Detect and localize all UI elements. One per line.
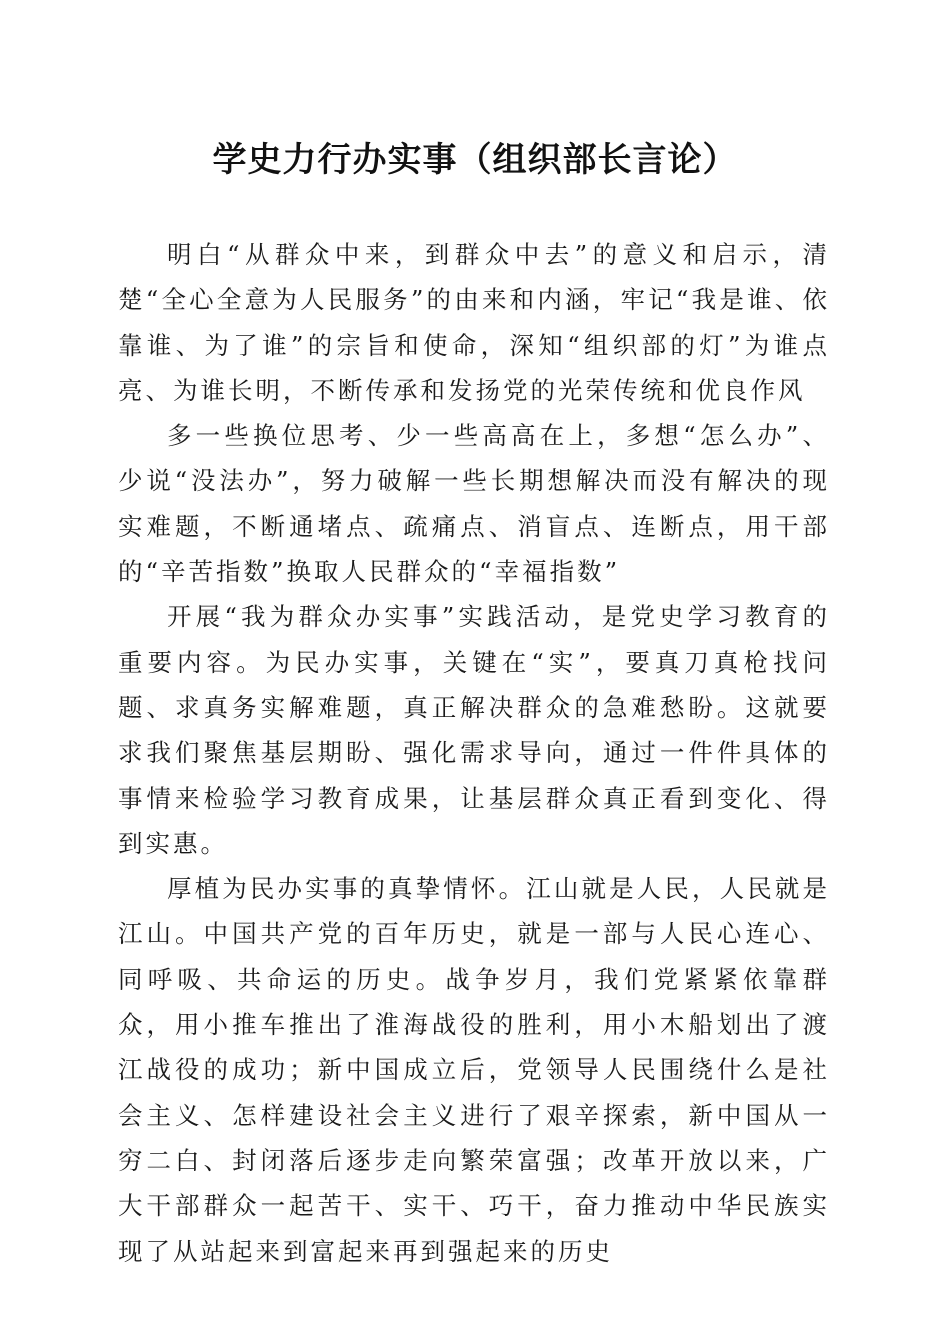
document-body: [118, 232, 830, 1274]
paragraph-2: 多一些换位思考、少一些高高在上，多想“怎么办”、少说“没法办”，努力破解一些长期想解决而没有解决的现实难题，不断通堵点、疏痛点、消盲点、连断点，用干部的“辛苦指数”换取人民群众的“幸福指数”: [118, 421, 830, 587]
document-title: 学史力行办实事（组织部长言论）: [212, 140, 738, 180]
paragraph-1: 明白“从群众中来，到群众中去”的意义和启示，清楚“全心全意为人民服务”的由来和内涵，牢记“我是谁、依靠谁、为了谁”的宗旨和使命，深知“组织部的灯”为谁点亮、为谁长明，不断传承和发扬党的光荣传统和优良作风: [118, 240, 830, 405]
paragraph-3: 开展“我为群众办实事”实践活动，是党史学习教育的重要内容。为民办实事，关键在“实”，要真刀真枪找问题、求真务实解难题，真正解决群众的急难愁盼。这就要求我们聚焦基层期盼、强化需求导向，通过一件件具体的事情来检验学习教育成果，让基层群众真正看到变化、得到实惠。: [118, 602, 830, 858]
paragraph-4: 厚植为民办实事的真挚情怀。江山就是人民，人民就是江山。中国共产党的百年历史，就是一部与人民心连心、同呼吸、共命运的历史。战争岁月，我们党紧紧依靠群众，用小推车推出了淮海战役的胜利，用小木船划出了渡江战役的成功；新中国成立后，党领导人民围绕什么是社会主义、怎样建设社会主义进行了艰辛探索，新中国从一穷二白、封闭落后逐步走向繁荣富强；改革开放以来，广大干部群众一起苦干、实干、巧干，奋力推动中华民族实现了从站起来到富起来再到强起来的历史: [118, 874, 830, 1266]
